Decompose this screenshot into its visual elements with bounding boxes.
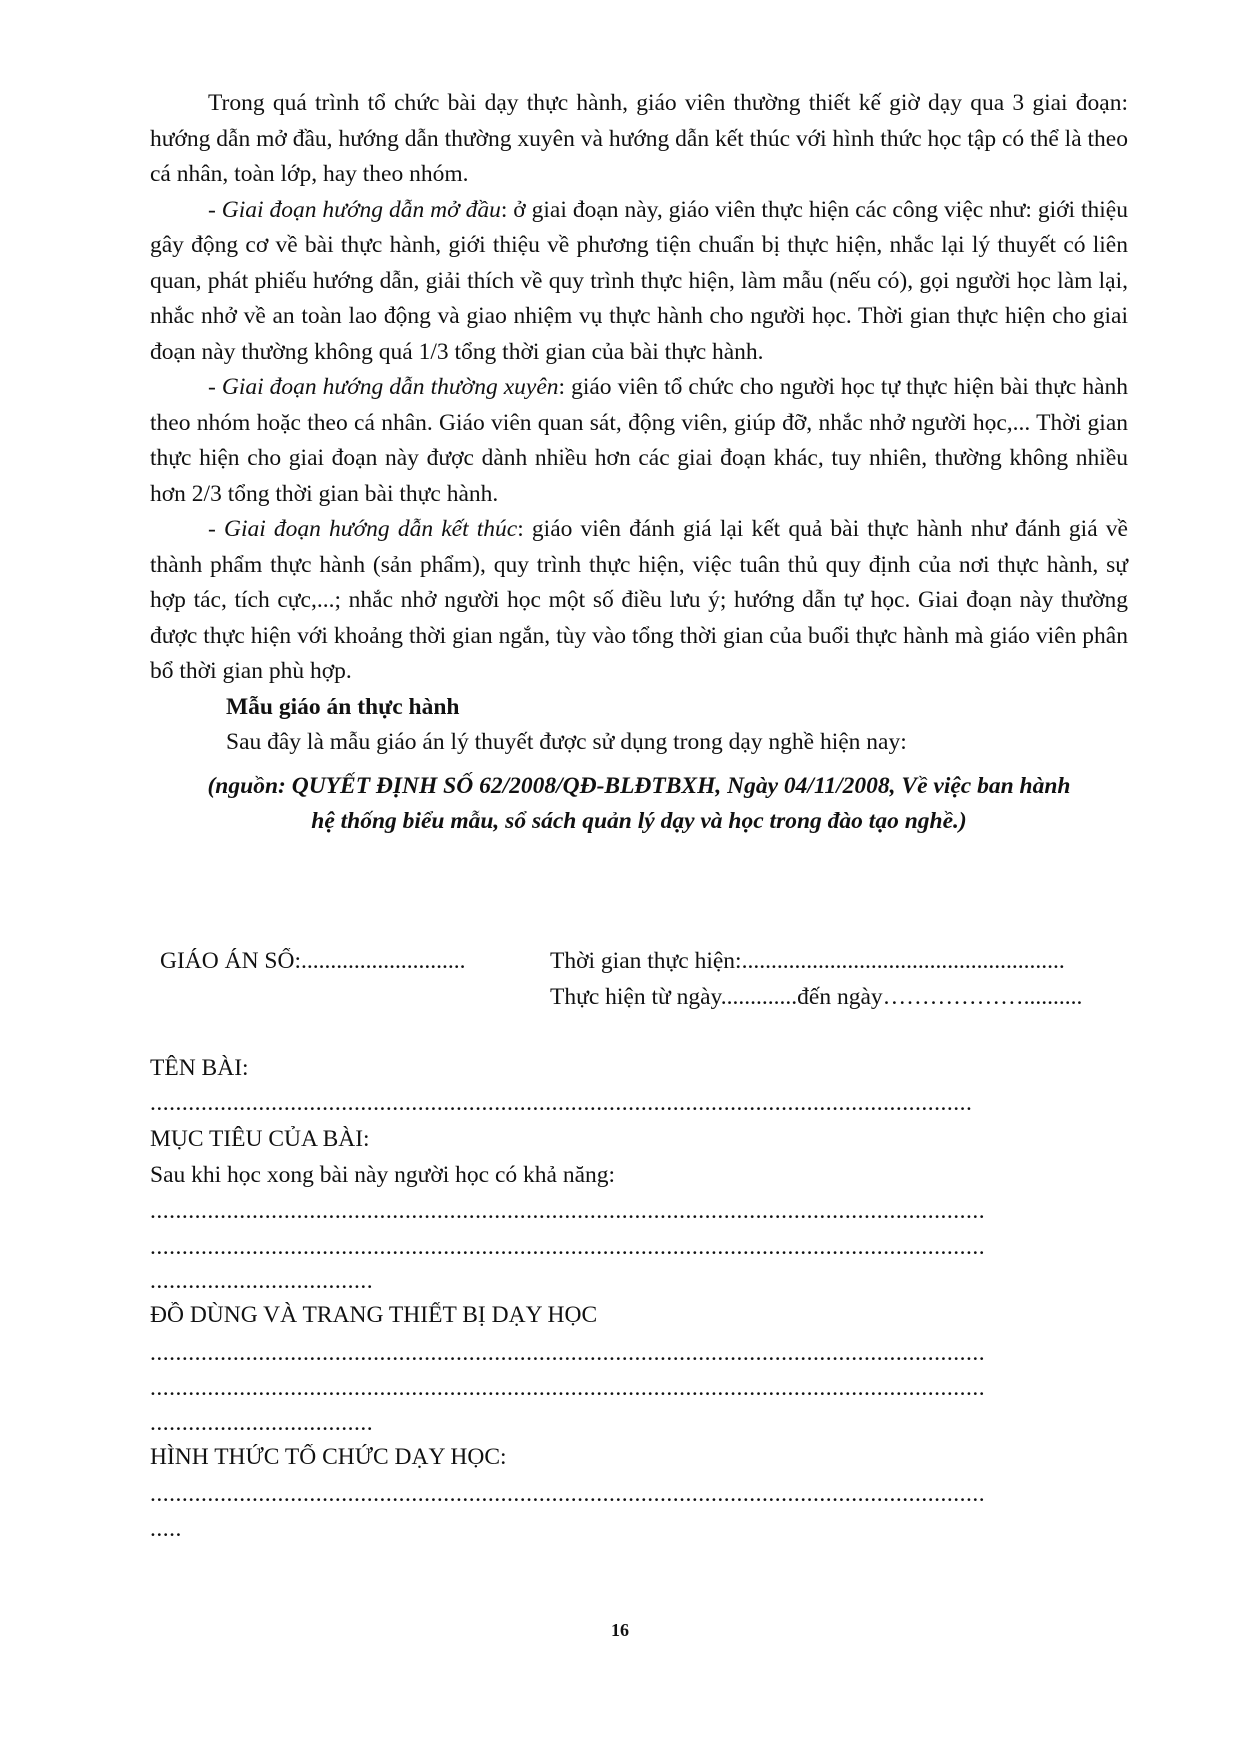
teaching-format-label: HÌNH THỨC TỔ CHỨC DẠY HỌC: <box>150 1444 507 1470</box>
equipment-dots-1: ................................................................................................................................... <box>150 1340 986 1366</box>
body-opening-stage: : ở giai đoạn này, giáo viên thực hiện các công việc như: giới thiệu gây động cơ về bài thực hành, giới thiệu về phương tiện chuẩn bị thực hiện, nhắc lại lý thuyết có liên quan, phát phiếu hướng dẫn, giải thích về quy trình thực hiện, làm mẫu (nếu có), gọi người học làm lại, nhắc nhở về an toàn lao động và giao nhiệm vụ thực hành cho người học. Thời gian thực hiện cho giai đoạn này thường không quá 1/3 tổng thời gian của bài thực hành. <box>150 196 1128 365</box>
objectives-intro: Sau khi học xong bài này người học có khả năng: <box>150 1162 616 1188</box>
paragraph-opening-stage <box>150 193 1128 371</box>
source-line-1: (nguồn: QUYẾT ĐỊNH SỐ 62/2008/QĐ-BLĐTBXH, Ngày 04/11/2008, Về việc ban hành <box>207 772 1071 799</box>
duration-field: Thời gian thực hiện:....................................................... <box>550 948 1065 974</box>
section-title: Mẫu giáo án thực hành <box>226 693 460 720</box>
paragraph-regular-stage <box>150 370 1128 512</box>
equipment-dots-2: ................................................................................................................................... <box>150 1375 986 1401</box>
objectives-dots-2: ................................................................................................................................... <box>150 1234 986 1260</box>
term-opening-stage: - Giai đoạn hướng dẫn mở đầu <box>208 196 501 223</box>
equipment-dots-3: ................................... <box>150 1410 374 1436</box>
lesson-plan-number-field: GIÁO ÁN SỐ:............................ <box>160 948 466 974</box>
body-text <box>150 86 1128 840</box>
objectives-dots-3: ................................... <box>150 1268 374 1294</box>
body-regular-stage: : giáo viên tổ chức cho người học tự thực hiện bài thực hành theo nhóm hoặc theo cá nhân. Giáo viên quan sát, động viên, giúp đỡ, nhắc nhở người học,... Thời gian thực hiện cho giai đoạn này được dành nhiều hơn các giai đoạn khác, tuy nhiên, thường không nhiều hơn 2/3 tổng thời gian bài thực hành. <box>150 374 1128 507</box>
paragraph-intro-stages: Trong quá trình tổ chức bài dạy thực hành, giáo viên thường thiết kế giờ dạy qua 3 giai đoạn: hướng dẫn mở đầu, hướng dẫn thường xuyên và hướng dẫn kết thúc với hình thức học tập có thể là theo cá nhân, toàn lớp, hay theo nhóm. <box>150 90 1128 187</box>
paragraph-closing-stage <box>150 512 1128 690</box>
term-closing-stage: - Giai đoạn hướng dẫn kết thúc <box>208 516 518 542</box>
template-intro: Sau đây là mẫu giáo án lý thuyết được sử dụng trong dạy nghề hiện nay: <box>226 729 907 755</box>
lesson-name-dots: ................................................................................................................................. <box>150 1090 973 1116</box>
lesson-name-label: TÊN BÀI: <box>150 1055 249 1081</box>
page-number: 16 <box>611 1620 629 1640</box>
teaching-format-dots-2: ..... <box>150 1516 182 1542</box>
objectives-dots-1: ................................................................................................................................... <box>150 1198 986 1224</box>
body-closing-stage: : giáo viên đánh giá lại kết quả bài thực hành như đánh giá về thành phẩm thực hành (sản phẩm), quy trình thực hiện, việc tuân thủ quy định của nơi thực hành, sự hợp tác, tích cực,...; nhắc nhở người học một số điều lưu ý; hướng dẫn tự học. Giai đoạn này thường được thực hiện với khoảng thời gian ngắn, tùy vào tổng thời gian của buổi thực hành mà giáo viên phân bổ thời gian phù hợp. <box>150 516 1128 684</box>
source-line-2: hệ thống biểu mẫu, sổ sách quản lý dạy và học trong đào tạo nghề.) <box>311 808 967 834</box>
teaching-format-dots-1: ................................................................................................................................... <box>150 1481 986 1507</box>
date-range-field: Thực hiện từ ngày.............đến ngày……………….......... <box>550 984 1083 1010</box>
objectives-label: MỤC TIÊU CỦA BÀI: <box>150 1126 370 1152</box>
term-regular-stage: - Giai đoạn hướng dẫn thường xuyên <box>208 374 559 400</box>
equipment-label: ĐỒ DÙNG VÀ TRANG THIẾT BỊ DẠY HỌC <box>150 1302 598 1328</box>
